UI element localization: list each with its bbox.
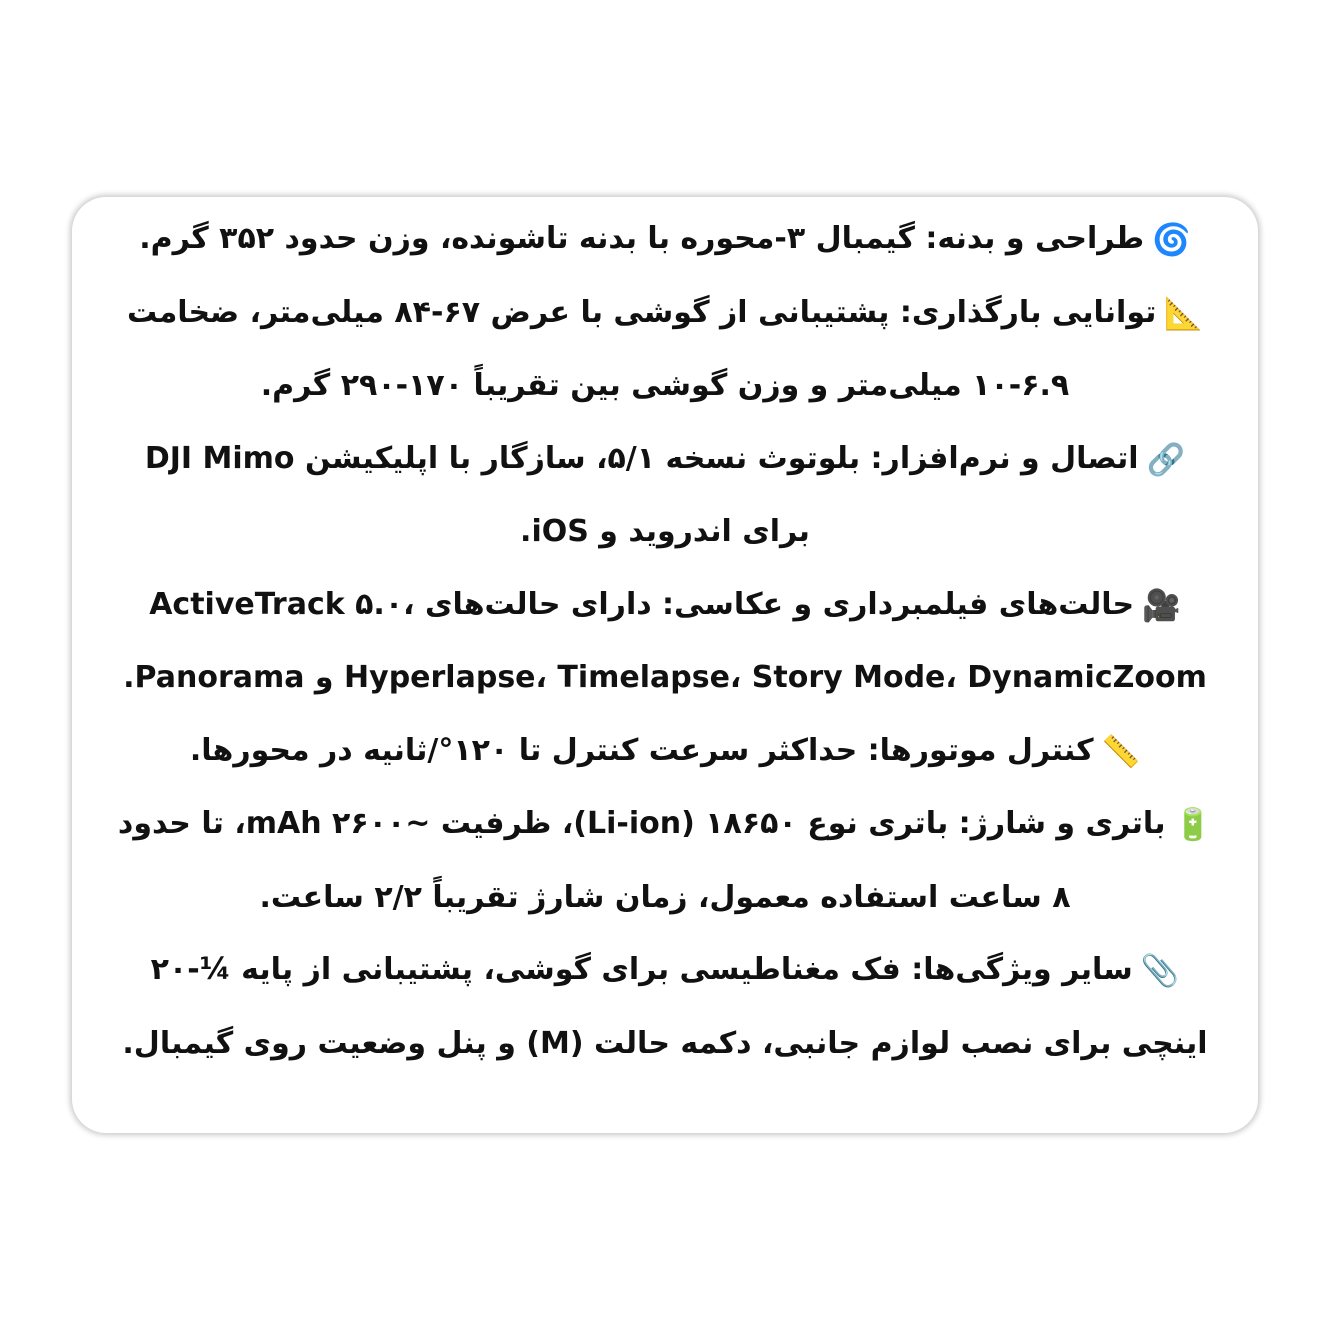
spec-text-payload: توانایی بارگذاری: پشتیبانی از گوشی با عرض ۶۷-۸۴ میلی‌متر، ضخامت ۶.۹-۱۰ میلی‌متر و وزن گوشی بین تقریباً ۱۷۰-۲۹۰ گرم. bbox=[126, 294, 1157, 403]
cyclone-icon: 🌀 bbox=[1152, 222, 1191, 258]
spec-item-connectivity bbox=[106, 423, 1224, 569]
spec-text-connectivity: اتصال و نرم‌افزار: بلوتوث نسخه ۵/۱، سازگار با اپلیکیشن DJI Mimo برای اندروید و iOS. bbox=[144, 440, 1139, 549]
spec-card bbox=[72, 197, 1258, 1133]
spec-item-other bbox=[106, 934, 1224, 1080]
spec-text-design: طراحی و بدنه: گیمبال ۳-محوره با بدنه تاشونده، وزن حدود ۳۵۲ گرم. bbox=[139, 221, 1145, 256]
straight-ruler-icon: 📏 bbox=[1101, 733, 1141, 770]
spec-item-battery bbox=[106, 788, 1224, 934]
spec-item-design bbox=[106, 203, 1224, 277]
spec-text-other: سایر ویژگی‌ها: فک مغناطیسی برای گوشی، پشتیبانی از پایه ¼-۲۰ اینچی برای نصب لوازم جانبی، دکمه حالت (M) و پنل وضعیت روی گیمبال. bbox=[122, 952, 1208, 1061]
spec-item-payload bbox=[106, 277, 1224, 423]
battery-icon: 🔋 bbox=[1173, 807, 1213, 843]
spec-text-battery: باتری و شارژ: باتری نوع ۱۸۶۵۰ (Li-ion)، ظرفیت ~۲۶۰۰ mAh، تا حدود ۸ ساعت استفاده معمول، زمان شارژ تقریباً ۲/۲ ساعت. bbox=[117, 806, 1166, 915]
movie-camera-icon: 🎥 bbox=[1142, 587, 1181, 624]
link-icon: 🔗 bbox=[1146, 441, 1186, 478]
spec-item-motors bbox=[106, 715, 1224, 789]
triangular-ruler-icon: 📐 bbox=[1164, 295, 1204, 332]
spec-text-motors: کنترل موتورها: حداکثر سرعت کنترل تا ۱۲۰°/ثانیه در محورها. bbox=[189, 732, 1094, 768]
paperclip-icon: 📎 bbox=[1140, 953, 1180, 989]
spec-item-modes bbox=[106, 569, 1224, 715]
spec-text-modes: حالت‌های فیلمبرداری و عکاسی: دارای حالت‌های ActiveTrack ۵.۰، Hyperlapse، Timelapse، Story Mode، DynamicZoom و Panorama. bbox=[123, 586, 1207, 695]
